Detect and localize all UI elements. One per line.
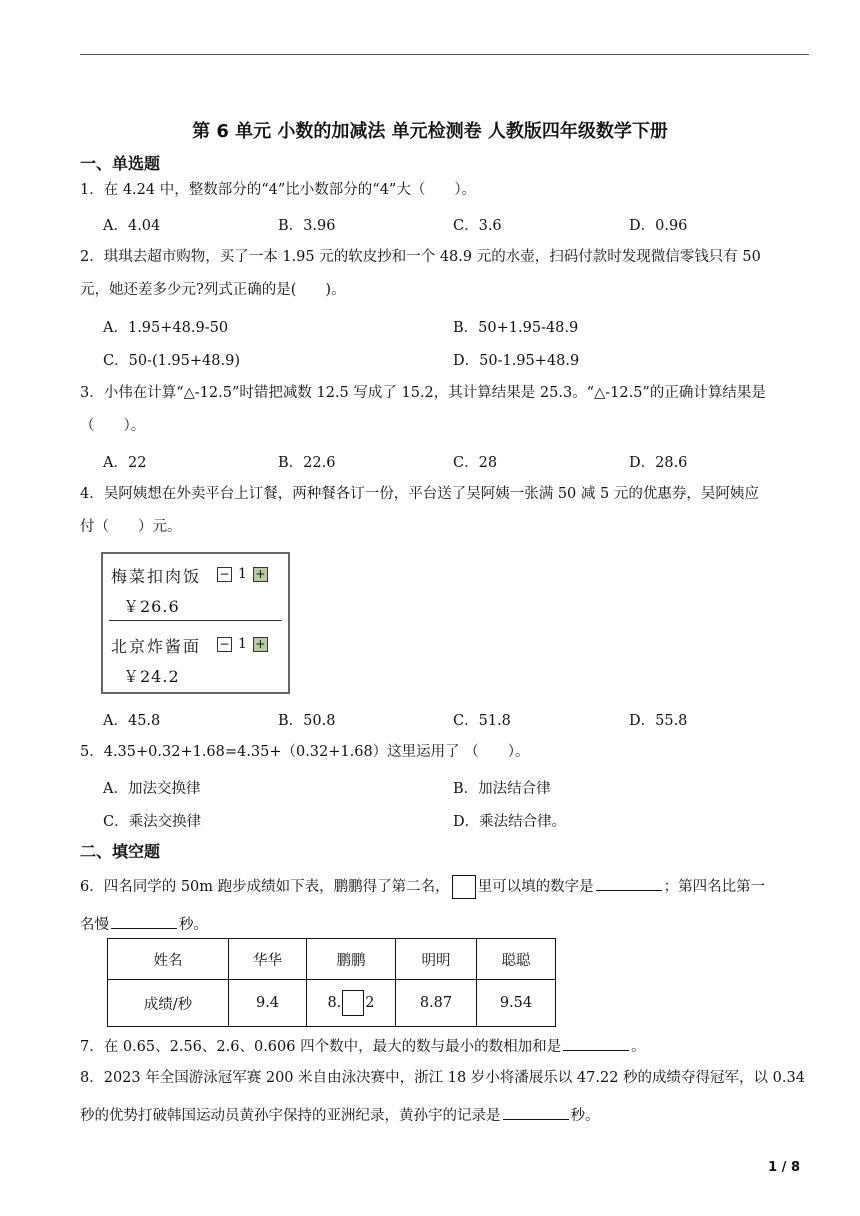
menu-dish-1-name: 梅菜扣肉饭 (111, 567, 202, 586)
question-4-line-2: 付（ ）元。 (80, 519, 182, 535)
digit-box[interactable] (342, 990, 364, 1016)
question-6-line-1 (80, 874, 765, 899)
q4-option-c[interactable]: C．51.8 (453, 713, 511, 729)
question-5-text: 5．4.35+0.32+1.68=4.35+（0.32+1.68）这里运用了 （ ）。 (80, 744, 530, 760)
table-header-cell: 明明 (396, 939, 477, 980)
question-3-line-2: （ ）。 (80, 418, 146, 434)
menu-dish-2-stepper (217, 636, 268, 652)
answer-blank[interactable] (503, 1103, 569, 1120)
header-rule (80, 54, 809, 55)
q6-text-part-4: 名慢 (80, 917, 109, 933)
q3-option-a[interactable]: A．22 (103, 455, 147, 471)
table-cell: 9.54 (477, 980, 556, 1027)
menu-dish-2-qty: 1 (238, 636, 247, 652)
q2-option-c[interactable]: C．50-(1.95+48.9) (103, 353, 240, 369)
digit-box (452, 875, 476, 899)
question-1-text: 1．在 4.24 中，整数部分的“4”比小数部分的“4”大（ ）。 (80, 182, 477, 198)
table-header-cell: 姓名 (108, 939, 229, 980)
q4-option-b[interactable]: B．50.8 (278, 713, 336, 729)
question-7-text (80, 1034, 646, 1056)
running-scores-table (107, 938, 556, 1027)
table-cell: 8.87 (396, 980, 477, 1027)
menu-dish-1-price: ￥26.6 (123, 597, 180, 616)
q4-option-a[interactable]: A．45.8 (103, 713, 161, 729)
answer-blank[interactable] (111, 912, 177, 929)
question-3-line-1: 3．小伟在计算“△-12.5”时错把减数 12.5 写成了 15.2，其计算结果是 25.3。“△-12.5”的正确计算结果是 (80, 385, 766, 401)
page-title: 第 6 单元 小数的加减法 单元检测卷 人教版四年级数学下册 (192, 121, 668, 142)
table-header-cell: 鹏鹏 (307, 939, 396, 980)
q7-text-part-1: 7．在 0.65、2.56、2.6、0.606 四个数中，最大的数与最小的数相加和是 (80, 1039, 562, 1055)
menu-dish-2-price: ￥24.2 (123, 667, 180, 686)
q5-option-d[interactable]: D．乘法结合律。 (453, 814, 567, 830)
table-row (108, 980, 556, 1027)
question-6-line-2 (80, 912, 208, 934)
table-cell (307, 980, 396, 1027)
menu-dish-1-stepper (217, 566, 268, 582)
table-header-cell: 聪聪 (477, 939, 556, 980)
q1-option-d[interactable]: D．0.96 (629, 218, 688, 234)
section-heading-single-choice: 一、单选题 (80, 154, 161, 173)
answer-blank[interactable] (596, 874, 662, 891)
q5-option-a[interactable]: A．加法交换律 (103, 781, 201, 797)
q8-text-part-2: 秒。 (570, 1108, 600, 1124)
q6-text-part-2: 里可以填的数字是 (477, 879, 594, 895)
table-header-cell: 华华 (229, 939, 307, 980)
q5-option-b[interactable]: B．加法结合律 (453, 781, 551, 797)
q8-text-part-1: 秒的优势打破韩国运动员黄孙宇保持的亚洲纪录，黄孙宇的记录是 (80, 1108, 501, 1124)
q1-option-a[interactable]: A．4.04 (103, 218, 161, 234)
takeout-menu-figure (101, 552, 290, 694)
q7-text-part-2: 。 (631, 1039, 646, 1055)
q6-text-part-3: ；第四名比第一 (663, 879, 766, 895)
q6-text-part-5: 秒。 (179, 917, 208, 933)
answer-blank[interactable] (563, 1034, 629, 1051)
page-number: 1 / 8 (768, 1160, 800, 1175)
table-cell: 9.4 (229, 980, 307, 1027)
section-heading-fill-in: 二、填空题 (80, 842, 161, 861)
question-2-line-1: 2．琪琪去超市购物，买了一本 1.95 元的软皮抄和一个 48.9 元的水壶，扫码付款时发现微信零钱只有 50 (80, 249, 761, 265)
menu-dish-1-qty: 1 (238, 566, 247, 582)
q1-option-c[interactable]: C．3.6 (453, 218, 502, 234)
q2-option-b[interactable]: B．50+1.95-48.9 (453, 320, 579, 336)
question-2-line-2: 元，她还差多少元?列式正确的是( )。 (80, 282, 346, 298)
q3-option-d[interactable]: D．28.6 (629, 455, 688, 471)
plus-icon: + (253, 567, 268, 582)
plus-icon: + (253, 637, 268, 652)
question-8-line-1: 8．2023 年全国游泳冠军赛 200 米自由泳决赛中，浙江 18 岁小将潘展乐以 47.22 秒的成绩夺得冠军，以 0.34 (80, 1070, 805, 1086)
q6-text-part-1: 6．四名同学的 50m 跑步成绩如下表，鹏鹏得了第二名， (80, 879, 450, 895)
q3-option-b[interactable]: B．22.6 (278, 455, 336, 471)
q2-option-d[interactable]: D．50-1.95+48.9 (453, 353, 580, 369)
table-row-label: 成绩/秒 (108, 980, 229, 1027)
menu-dish-2-name: 北京炸酱面 (111, 637, 202, 656)
question-8-line-2 (80, 1103, 600, 1125)
q3-option-c[interactable]: C．28 (453, 455, 498, 471)
menu-divider (109, 620, 282, 621)
q5-option-c[interactable]: C．乘法交换律 (103, 814, 202, 830)
minus-icon: − (217, 567, 232, 582)
score-suffix: 2 (365, 995, 375, 1011)
table-row (108, 939, 556, 980)
question-4-line-1: 4．吴阿姨想在外卖平台上订餐，两种餐各订一份，平台送了吴阿姨一张满 50 减 5 元的优惠券，吴阿姨应 (80, 486, 759, 502)
q2-option-a[interactable]: A．1.95+48.9-50 (103, 320, 229, 336)
q4-option-d[interactable]: D．55.8 (629, 713, 688, 729)
minus-icon: − (217, 637, 232, 652)
q1-option-b[interactable]: B．3.96 (278, 218, 336, 234)
score-prefix: 8. (327, 995, 342, 1011)
